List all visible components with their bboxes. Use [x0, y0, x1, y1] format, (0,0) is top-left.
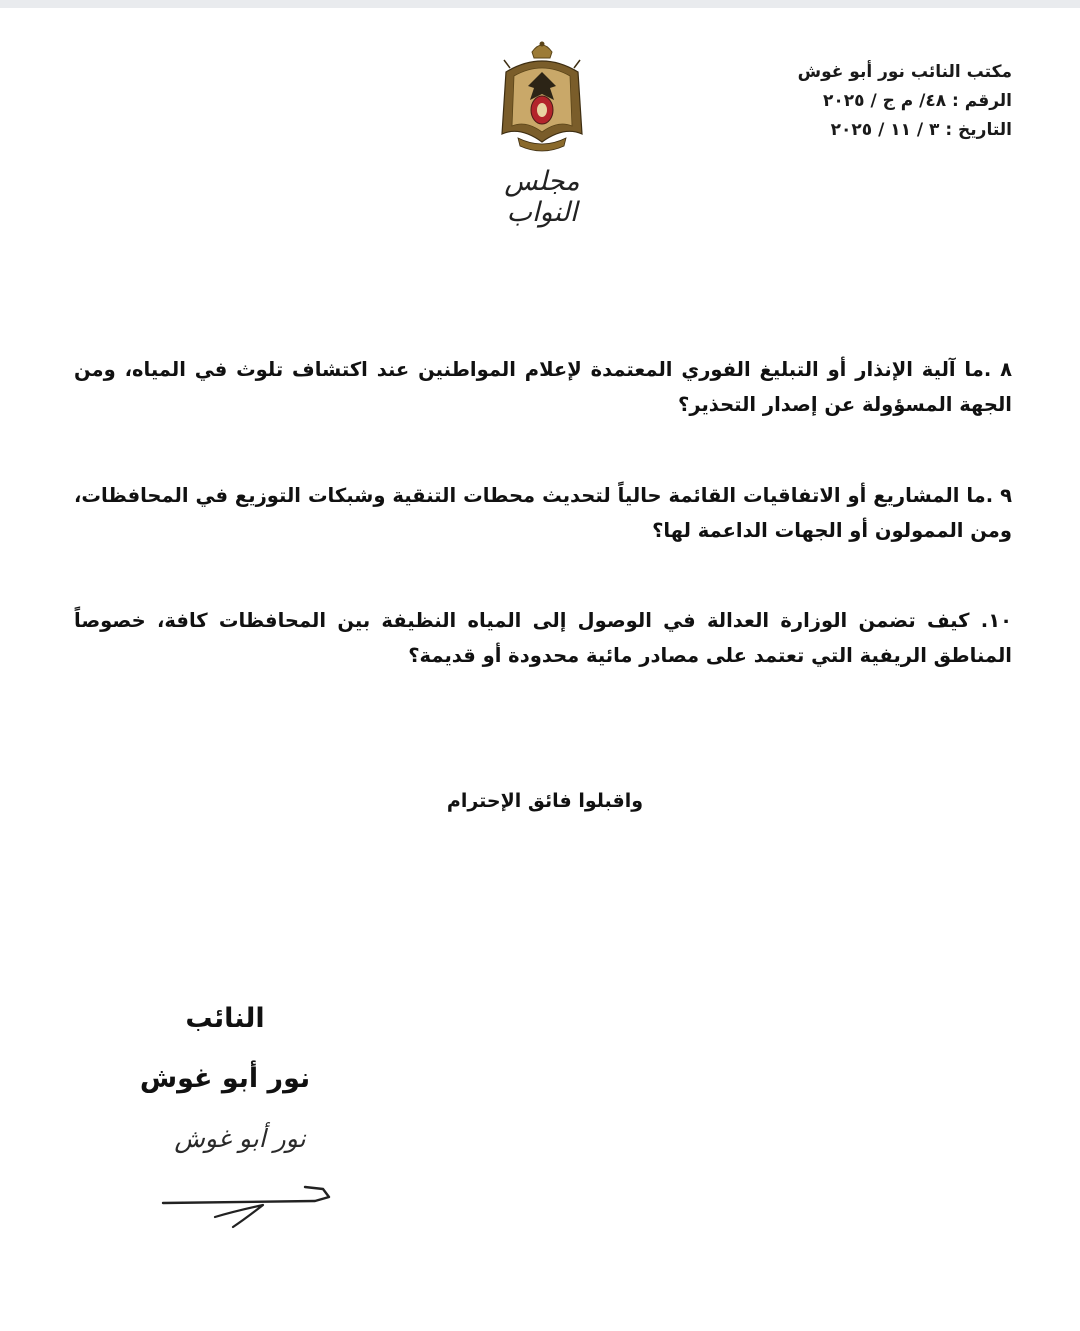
- handwritten-name: نور أبو غوش: [174, 1124, 306, 1153]
- question-9: ٩ .ما المشاريع أو الاتفاقيات القائمة حالياً لتحديث محطات التنقية وشبكات التوزيع في المحافظات، ومن الممولون أو الجهات الداعمة لها؟: [74, 484, 1012, 542]
- signature-stroke-icon: [155, 1175, 335, 1235]
- reference-number: الرقم : ٤٨/ م ج / ٢٠٢٥: [823, 91, 1012, 111]
- question-8: ٨ .ما آلية الإنذار أو التبليغ الفوري المعتمدة لإعلام المواطنين عند اكتشاف تلوث في المياه، ومن الجهة المسؤولة عن إصدار التحذير؟: [74, 358, 1012, 416]
- letter-date: التاريخ : ٣ / ١١ / ٢٠٢٥: [830, 120, 1012, 140]
- closing-salutation: واقبلوا فائق الإحترام: [446, 790, 644, 812]
- council-name: مجلس النواب: [504, 166, 580, 228]
- jordan-coat-of-arms-icon: [498, 38, 586, 154]
- top-band: [0, 0, 1080, 8]
- office-header: [752, 58, 1012, 145]
- question-10: ١٠. كيف تضمن الوزارة العدالة في الوصول إلى المياه النظيفة بين المحافظات كافة، خصوصاً المناطق الريفية التي تعتمد على مصادر مائية محدودة أو قديمة؟: [74, 609, 1012, 667]
- signature-title: النائب: [185, 1003, 265, 1034]
- office-line: مكتب النائب نور أبو غوش: [797, 62, 1012, 82]
- signature-name: نور أبو غوش: [139, 1063, 311, 1094]
